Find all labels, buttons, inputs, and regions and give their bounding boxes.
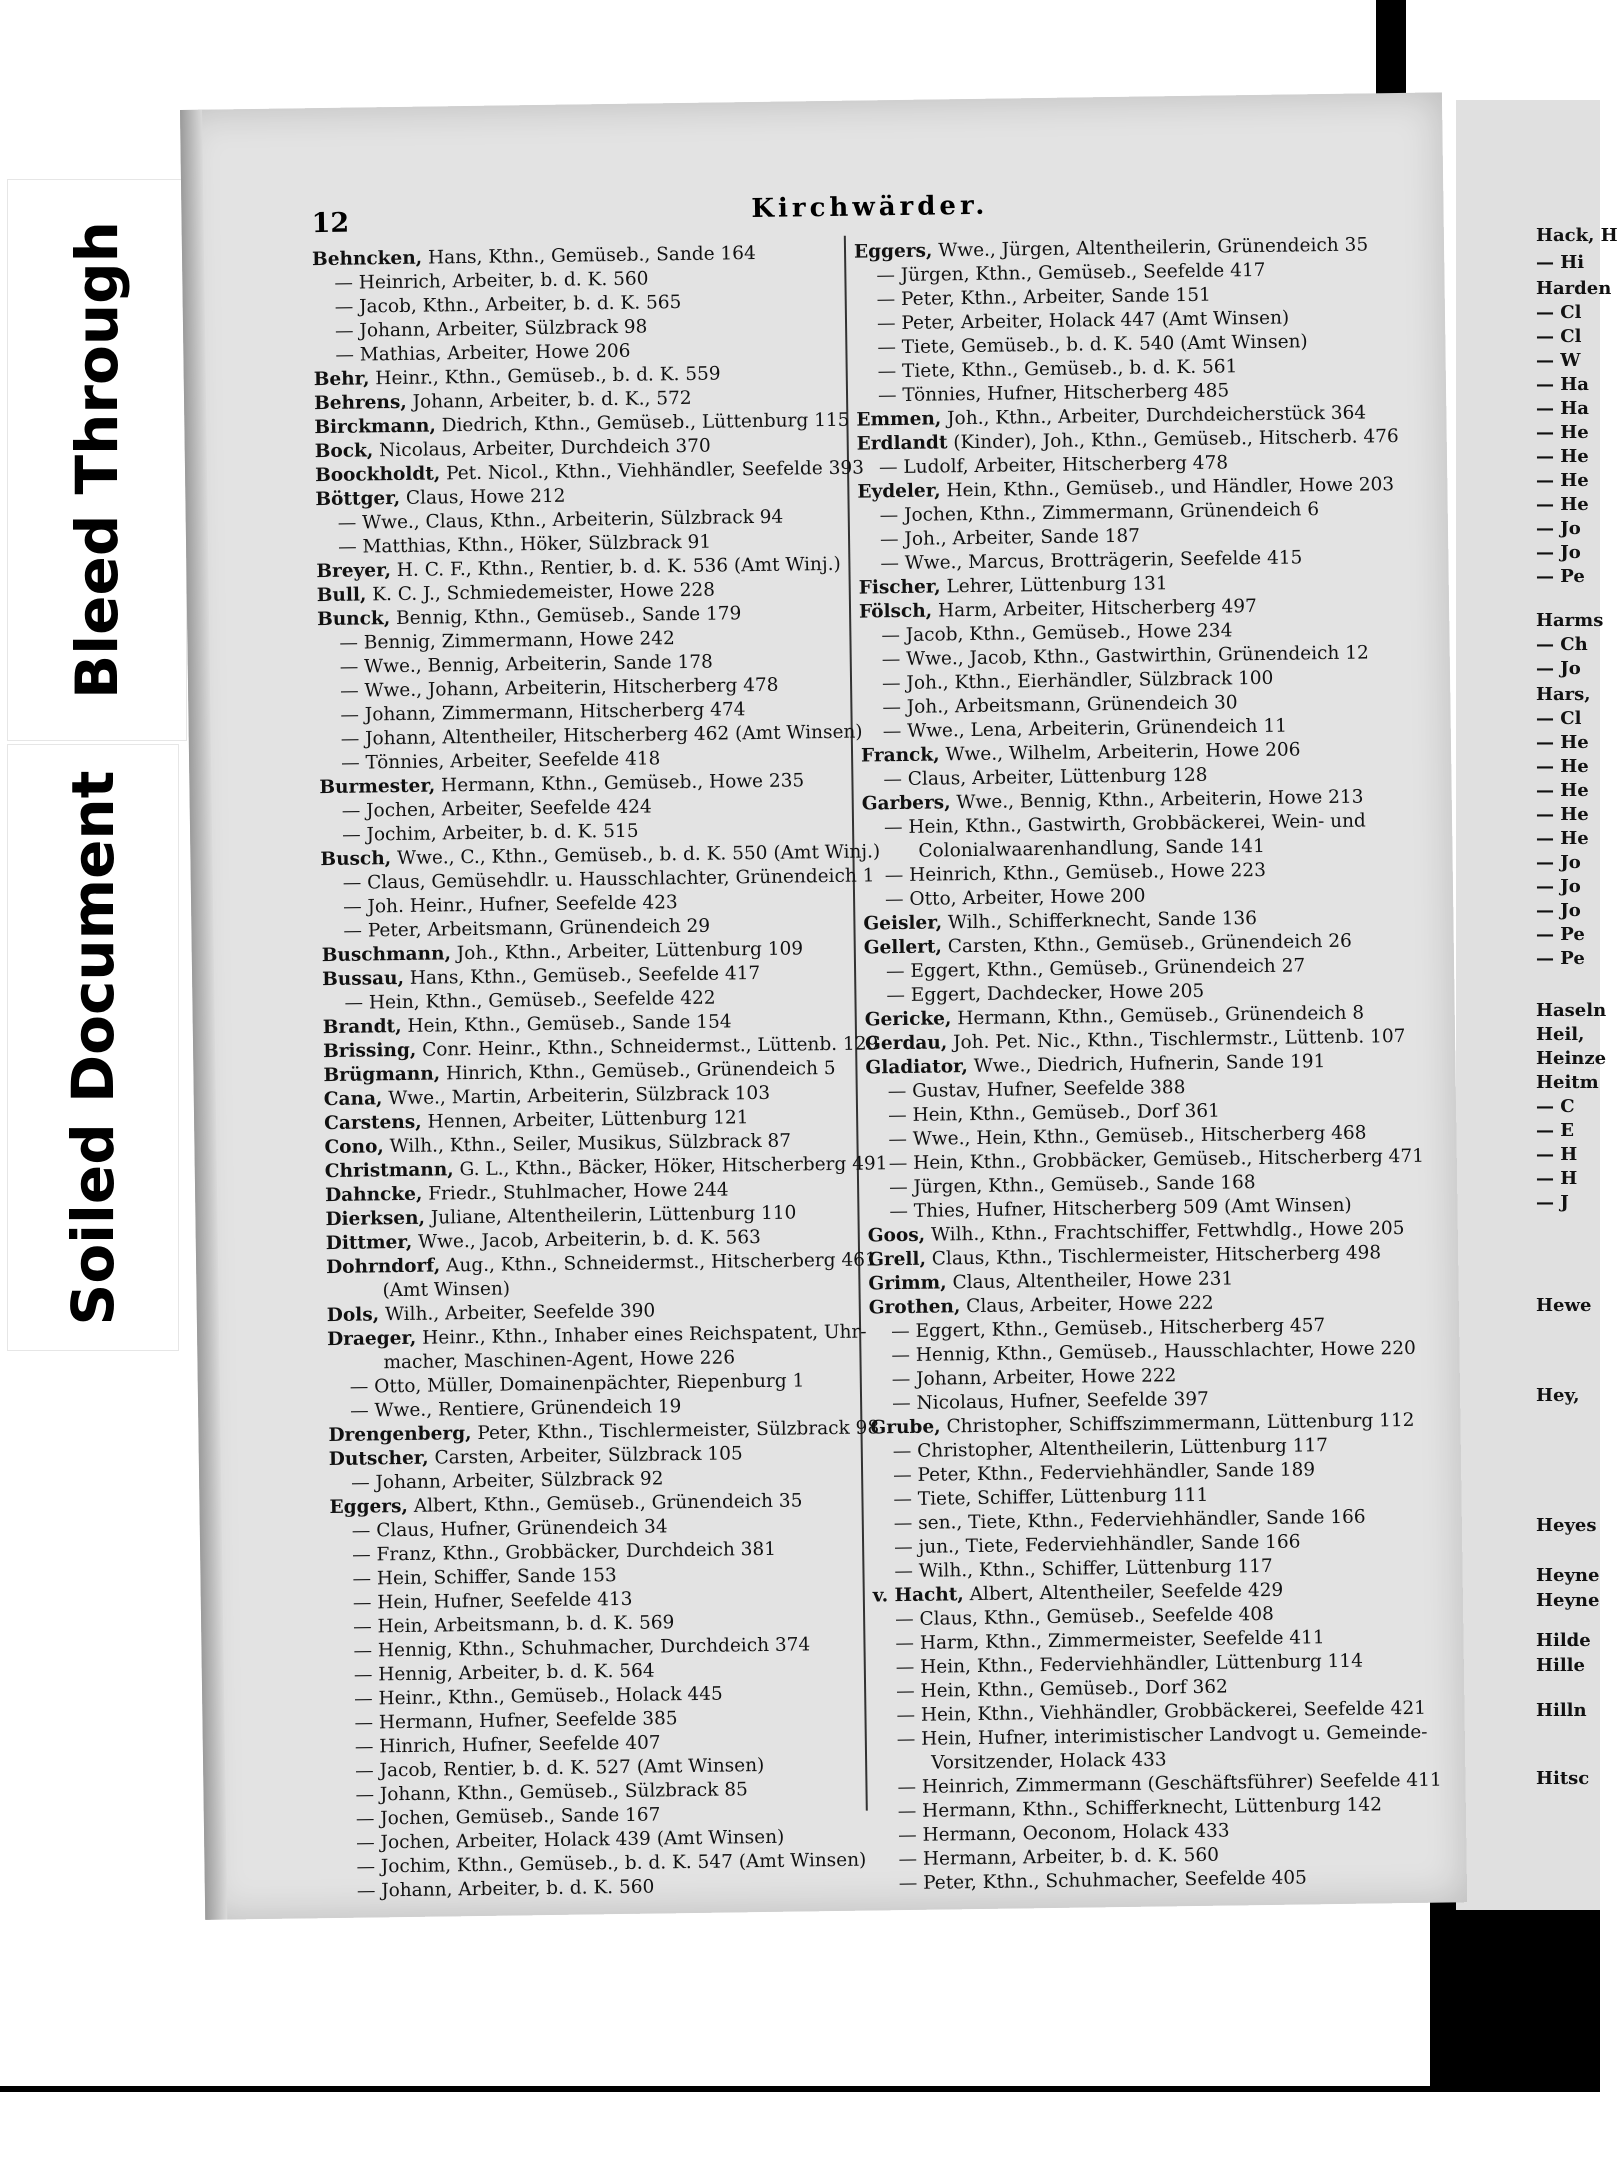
entry-details: — Hein, Hufner, interimistischer Landvogt u. Gemeinde- (896, 1721, 1428, 1751)
entry-details: — Hennig, Arbeiter, b. d. K. 564 (353, 1660, 655, 1686)
entry-details: Wwe., Bennig, Kthn., Arbeiterin, Howe 213 (950, 786, 1364, 814)
entry-details: — Otto, Müller, Domainenpächter, Riepenburg 1 (349, 1370, 805, 1398)
entry-details: macher, Maschinen-Agent, Howe 226 (383, 1347, 736, 1374)
entry-details: Wilh., Kthn., Frachtschiffer, Fettwhdlg., Howe 205 (924, 1218, 1405, 1246)
entry-details: — Bennig, Zimmermann, Howe 242 (339, 628, 675, 654)
entry-surname: Brandt, (322, 1015, 402, 1039)
next-page-fragment: — Ch (1536, 634, 1588, 655)
entry-details: G. L., Kthn., Bäcker, Höker, Hitscherberg 491 (453, 1153, 888, 1181)
entry-details: — Heinrich, Zimmermann (Geschäftsführer) Seefelde 411 (897, 1769, 1442, 1799)
entry-details: — Tiete, Kthn., Gemüseb., b. d. K. 561 (877, 356, 1238, 383)
entry-surname: Draeger, (327, 1327, 417, 1351)
entry-details: — Hein, Kthn., Federviehhändler, Lüttenburg 114 (895, 1650, 1364, 1679)
next-page-fragment: Hewe (1536, 1295, 1592, 1316)
entry-details: — Jochim, Kthn., Gemüseb., b. d. K. 547 (Amt Winsen) (356, 1849, 867, 1878)
next-page-fragment: Hilln (1536, 1700, 1587, 1721)
entry-surname: v. Hacht, (872, 1584, 964, 1607)
next-page-fragment: Hars, (1536, 684, 1591, 705)
page-number: 12 (311, 207, 350, 240)
entry-details: — Joh., Kthn., Eierhändler, Sülzbrack 100 (881, 667, 1274, 695)
entry-details: Conr. Heinr., Kthn., Schneidermst., Lüttenb. 129 (416, 1033, 879, 1061)
entry-details: Wwe., Diedrich, Hufnerin, Sande 191 (967, 1051, 1326, 1078)
entry-details: — Wwe., Lena, Arbeiterin, Grünendeich 11 (882, 715, 1288, 743)
next-page-fragment: Hilde (1536, 1630, 1591, 1651)
entry-details: — Hein, Arbeitsmann, b. d. K. 569 (353, 1612, 675, 1638)
next-page-fragment: — Jo (1536, 542, 1581, 563)
entry-details: — Thies, Hufner, Hitscherberg 509 (Amt Winsen) (889, 1194, 1352, 1223)
next-page-fragment: Heyne (1536, 1565, 1600, 1586)
entry-details: Hinrich, Kthn., Gemüseb., Grünendeich 5 (440, 1057, 836, 1085)
entry-surname: Burmester, (319, 775, 436, 799)
entry-surname: Grothen, (868, 1296, 961, 1319)
entry-details: Lehrer, Lüttenburg 131 (940, 573, 1168, 598)
entry-details: — Mathias, Arbeiter, Howe 206 (335, 340, 631, 366)
entry-details: — Eggert, Kthn., Gemüseb., Grünendeich 27 (885, 955, 1306, 983)
next-page-fragment: — Jo (1536, 518, 1581, 539)
entry-details: Carsten, Arbeiter, Sülzbrack 105 (428, 1443, 743, 1469)
next-page-fragment: — He (1536, 470, 1589, 491)
entry-details: — Claus, Arbeiter, Lüttenburg 128 (883, 764, 1208, 791)
entry-details: Hermann, Kthn., Gemüseb., Grünendeich 8 (951, 1002, 1365, 1030)
entry-surname: Franck, (860, 744, 940, 767)
entry-details: Peter, Kthn., Tischlermeister, Sülzbrack 98 (471, 1417, 880, 1445)
entry-surname: Cana, (323, 1088, 383, 1111)
next-page-fragment: Heitm (1536, 1072, 1599, 1093)
next-page-fragment: — H (1536, 1168, 1578, 1189)
right-column (853, 233, 1442, 1896)
entry-details: — Claus, Gemüsehdlr. u. Hausschlachter, Grünendeich 1 (342, 865, 875, 894)
entry-surname: Brissing, (323, 1039, 417, 1063)
next-page-fragment: — He (1536, 804, 1589, 825)
entry-details: — Johann, Arbeiter, b. d. K. 560 (356, 1876, 655, 1902)
next-page-fragment: — E (1536, 1120, 1574, 1141)
entry-details: Wwe., Jürgen, Altentheilerin, Grünendeich 35 (932, 234, 1369, 262)
next-page-fragment: — Cl (1536, 708, 1582, 729)
directory-page (180, 92, 1467, 1919)
next-page-fragment: — Ha (1536, 374, 1589, 395)
entry-surname: Eydeler, (857, 480, 941, 503)
entry-details: (Kinder), Joh., Kthn., Gemüseb., Hitscherb. 476 (947, 426, 1399, 454)
entry-details: — Peter, Arbeitsmann, Grünendeich 29 (343, 915, 711, 942)
next-page-fragment: — He (1536, 422, 1589, 443)
entry-surname: Cono, (324, 1136, 384, 1159)
entry-surname: Grube, (870, 1416, 941, 1439)
next-page-fragment: — Jo (1536, 852, 1581, 873)
entry-details: — Johann, Arbeiter, Sülzbrack 92 (351, 1468, 664, 1494)
entry-details: — Eggert, Dachdecker, Howe 205 (886, 980, 1205, 1007)
entry-surname: Eggers, (329, 1495, 409, 1519)
entry-details: — Claus, Kthn., Gemüseb., Seefelde 408 (895, 1603, 1275, 1631)
entry-details: — Joh. Heinr., Hufner, Seefelde 423 (343, 892, 678, 918)
entry-details: — Christopher, Altentheilerin, Lüttenburg 117 (892, 1435, 1329, 1463)
entry-details: — Hein, Kthn., Gastwirth, Grobbäckerei, Wein- und (883, 810, 1366, 839)
entry-surname: Böttger, (315, 487, 401, 511)
entry-details: — Wwe., Rentiere, Grünendeich 19 (350, 1396, 682, 1422)
entry-details: Hennen, Arbeiter, Lüttenburg 121 (421, 1107, 749, 1133)
entry-details: Albert, Kthn., Gemüseb., Grünendeich 35 (407, 1490, 803, 1517)
entry-details: Harm, Arbeiter, Hitscherberg 497 (931, 596, 1258, 622)
next-page-fragment: — He (1536, 494, 1589, 515)
entry-details: Pet. Nicol., Kthn., Viehhändler, Seefelde 393 (440, 457, 865, 485)
next-page-fragment: Heil, (1536, 1024, 1585, 1045)
entry-details: Hein, Kthn., Gemüseb., und Händler, Howe 203 (940, 474, 1395, 502)
entry-surname: Buschmann, (321, 943, 452, 967)
entry-details: Joh., Kthn., Arbeiter, Durchdeicherstück 364 (941, 402, 1367, 430)
next-page-fragment: — He (1536, 828, 1589, 849)
entry-details: Christopher, Schiffszimmermann, Lüttenburg 112 (940, 1409, 1415, 1438)
next-page-fragment: — He (1536, 756, 1589, 777)
entry-details: — Hinrich, Hufner, Seefelde 407 (354, 1732, 661, 1758)
entry-details: Wwe., Jacob, Arbeiterin, b. d. K. 563 (412, 1227, 762, 1253)
next-page-fragment: Harms (1536, 610, 1604, 631)
entry-details: — Hermann, Oeconom, Holack 433 (898, 1820, 1230, 1847)
entry-details: Heinr., Kthn., Inhaber eines Reichspatent, Uhr- (416, 1321, 867, 1349)
entry-details: — Wwe., Marcus, Brotträgerin, Seefelde 415 (880, 547, 1303, 575)
entry-details: — Hein, Kthn., Viehhändler, Grobbäckerei, Seefelde 421 (896, 1697, 1427, 1727)
next-page-fragment: — He (1536, 732, 1589, 753)
next-page-fragment: — He (1536, 780, 1589, 801)
entry-details: — Jochim, Arbeiter, b. d. K. 515 (341, 820, 639, 846)
entry-details: — Johann, Kthn., Gemüseb., Sülzbrack 85 (355, 1779, 748, 1806)
entry-surname: Bussau, (322, 967, 405, 991)
entry-details: — Johann, Arbeiter, Sülzbrack 98 (334, 316, 648, 342)
next-page-fragment: Harden (1536, 278, 1612, 299)
soiled-document-label: Soiled Document (59, 770, 127, 1325)
next-page-fragment: — Jo (1536, 658, 1581, 679)
next-page-fragment: Hack, H (1536, 225, 1618, 246)
entry-details: — Tönnies, Hufner, Hitscherberg 485 (877, 380, 1230, 407)
entry-surname: Dahncke, (325, 1183, 423, 1207)
entry-details: — Tiete, Gemüseb., b. d. K. 540 (Amt Winsen) (877, 331, 1308, 359)
entry-surname: Carstens, (324, 1111, 422, 1135)
entry-details: — Tönnies, Arbeiter, Seefelde 418 (340, 748, 661, 774)
entry-surname: Busch, (320, 848, 392, 871)
entry-details: Friedr., Stuhlmacher, Howe 244 (422, 1179, 729, 1205)
entry-details: — Peter, Kthn., Schuhmacher, Seefelde 405 (898, 1867, 1307, 1895)
entry-details: Hans, Kthn., Gemüseb., Seefelde 417 (403, 962, 761, 989)
next-page-fragment: Haseln (1536, 1000, 1607, 1021)
next-page-fragment: — H (1536, 1144, 1578, 1165)
entry-surname: Geisler, (863, 912, 943, 935)
entry-details: Claus, Arbeiter, Howe 222 (960, 1292, 1214, 1318)
entry-surname: Bull, (316, 584, 367, 607)
entry-details: — Wilh., Kthn., Schiffer, Lüttenburg 117 (894, 1555, 1273, 1583)
entry-details: — Jacob, Rentier, b. d. K. 527 (Amt Winsen) (355, 1755, 765, 1782)
entry-surname: Grimm, (868, 1272, 947, 1295)
entry-surname: Gerdau, (864, 1032, 948, 1055)
entry-surname: Dierksen, (325, 1207, 426, 1231)
next-page-fragment: — Cl (1536, 302, 1582, 323)
entry-details: K. C. J., Schmiedemeister, Howe 228 (366, 579, 716, 606)
entry-surname: Drengenberg, (328, 1423, 472, 1447)
left-column (311, 241, 888, 1904)
entry-details: Wilh., Schifferknecht, Sande 136 (941, 908, 1258, 934)
entry-details: — Hein, Kthn., Gemüseb., Dorf 362 (896, 1676, 1229, 1703)
entry-details: — Joh., Arbeiter, Sande 187 (879, 525, 1141, 551)
next-page-fragment: — Jo (1536, 900, 1581, 921)
entry-details: Claus, Kthn., Tischlermeister, Hitscherberg 498 (925, 1242, 1382, 1270)
entry-details: Joh. Pet. Nic., Kthn., Tischlermstr., Lüttenb. 107 (947, 1025, 1406, 1054)
next-page-fragment: Heyes (1536, 1515, 1597, 1536)
next-page-fragment: — He (1536, 446, 1589, 467)
page-binding-edge (180, 110, 227, 1920)
entry-details: — Jacob, Kthn., Arbeiter, b. d. K. 565 (334, 292, 682, 318)
entry-details: Hein, Kthn., Gemüseb., Sande 154 (401, 1011, 732, 1037)
entry-surname: Christmann, (324, 1159, 454, 1183)
entry-details: — Wwe., Jacob, Kthn., Gastwirthin, Grünendeich 12 (881, 642, 1369, 671)
bleed-through-tab (8, 180, 186, 740)
entry-surname: Gericke, (864, 1008, 952, 1031)
entry-details: — Hennig, Kthn., Gemüseb., Hausschlachter, Howe 220 (891, 1337, 1416, 1367)
entry-surname: Fischer, (858, 576, 941, 599)
entry-details: Wilh., Arbeiter, Seefelde 390 (378, 1300, 656, 1326)
entry-surname: Eggers, (853, 240, 933, 263)
entry-surname: Erdlandt (856, 432, 948, 455)
scan-border-top-right (1376, 0, 1406, 100)
entry-details: H. C. F., Kthn., Rentier, b. d. K. 536 (Amt Winj.) (390, 553, 841, 582)
entry-details: — Hennig, Kthn., Schuhmacher, Durchdeich 374 (353, 1634, 811, 1662)
entry-surname: Garbers, (861, 792, 951, 815)
entry-details: — Matthias, Kthn., Höker, Sülzbrack 91 (337, 531, 712, 558)
entry-details: Carsten, Kthn., Gemüseb., Grünendeich 26 (941, 930, 1353, 958)
entry-details: Wwe., C., Kthn., Gemüseb., b. d. K. 550 (Amt Winj.) (390, 841, 881, 870)
entry-details: Vorsitzender, Holack 433 (931, 1749, 1167, 1774)
next-page-fragment: Heyne (1536, 1590, 1600, 1611)
next-page-fragment: Hille (1536, 1655, 1585, 1676)
entry-surname: Brügmann, (323, 1063, 441, 1087)
entry-details: — Jochen, Gemüseb., Sande 167 (355, 1804, 661, 1830)
next-page-fragment: Hitsc (1536, 1768, 1590, 1789)
entry-details: — Claus, Hufner, Grünendeich 34 (351, 1516, 668, 1542)
entry-details: Hermann, Kthn., Gemüseb., Howe 235 (435, 770, 805, 797)
entry-details: — Hein, Schiffer, Sande 153 (352, 1565, 617, 1590)
entry-details: — Jochen, Arbeiter, Holack 439 (Amt Winsen) (356, 1826, 785, 1854)
entry-surname: Dittmer, (325, 1231, 413, 1255)
entry-details: Wwe., Martin, Arbeiterin, Sülzbrack 103 (382, 1082, 771, 1110)
next-page-fragment: — Jo (1536, 876, 1581, 897)
next-page-fragment: — Pe (1536, 566, 1585, 587)
entry-details: — Wwe., Hein, Kthn., Gemüseb., Hitscherberg 468 (888, 1122, 1367, 1151)
entry-details: — Peter, Kthn., Arbeiter, Sande 151 (876, 284, 1211, 311)
entry-details: — Johann, Altentheiler, Hitscherberg 462 (Amt Winsen) (340, 721, 863, 750)
entry-details: — Heinr., Kthn., Gemüseb., Holack 445 (354, 1683, 723, 1710)
bleed-through-label: Bleed Through (63, 221, 131, 699)
entry-details: Aug., Kthn., Schneidermst., Hitscherberg 461 (440, 1249, 877, 1277)
entry-details: — Wwe., Bennig, Arbeiterin, Sande 178 (339, 651, 713, 678)
entry-surname: Behncken, (311, 247, 423, 271)
entry-details: Claus, Altentheiler, Howe 231 (946, 1268, 1234, 1294)
entry-details: — Harm, Kthn., Zimmermeister, Seefelde 411 (895, 1627, 1325, 1655)
entry-details: — Jürgen, Kthn., Gemüseb., Seefelde 417 (876, 259, 1266, 287)
entry-details: Wilh., Kthn., Seiler, Musikus, Sülzbrack 87 (383, 1130, 792, 1158)
entry-details: — Peter, Kthn., Federviehhändler, Sande 189 (892, 1459, 1316, 1487)
entry-details: — Nicolaus, Hufner, Seefelde 397 (891, 1388, 1209, 1415)
entry-details: — Jacob, Kthn., Gemüseb., Howe 234 (881, 620, 1233, 647)
entry-surname: Dohrndorf, (326, 1255, 441, 1279)
entry-details: — Hermann, Arbeiter, b. d. K. 560 (898, 1844, 1220, 1871)
entry-surname: Breyer, (316, 560, 392, 583)
entry-details: — Eggert, Kthn., Gemüseb., Hitscherberg 457 (890, 1315, 1326, 1343)
entry-details: — sen., Tiete, Kthn., Federviehhändler, Sande 166 (893, 1506, 1366, 1535)
entry-details: (Amt Winsen) (382, 1278, 511, 1302)
entry-details: — Tiete, Schiffer, Lüttenburg 111 (893, 1484, 1209, 1511)
entry-details: — Jochen, Arbeiter, Seefelde 424 (341, 796, 652, 822)
next-page-fragment: — J (1536, 1192, 1569, 1213)
entry-details: — Hermann, Kthn., Schifferknecht, Lüttenburg 142 (897, 1794, 1383, 1823)
entry-details: Colonialwaarenhandlung, Sande 141 (918, 835, 1265, 862)
entry-details: — Hermann, Hufner, Seefelde 385 (354, 1708, 678, 1734)
entry-details: — Hein, Kthn., Grobbäcker, Gemüseb., Hitscherberg 471 (888, 1145, 1425, 1175)
entry-surname: Behr, (313, 368, 370, 391)
entry-details: — Peter, Arbeiter, Holack 447 (Amt Winsen) (876, 307, 1290, 335)
entry-details: — Ludolf, Arbeiter, Hitscherberg 478 (878, 452, 1229, 479)
entry-surname: Dutscher, (328, 1447, 429, 1471)
entry-details: — Hein, Hufner, Seefelde 413 (352, 1588, 633, 1614)
entry-details: Johann, Arbeiter, b. d. K., 572 (406, 387, 692, 413)
entry-surname: Gellert, (863, 936, 943, 959)
soiled-document-tab (8, 745, 178, 1350)
entry-details: Bennig, Kthn., Gemüseb., Sande 179 (390, 603, 742, 630)
entry-surname: Birckmann, (314, 415, 436, 439)
entry-details: — Wwe., Johann, Arbeiterin, Hitscherberg 478 (339, 674, 779, 702)
entry-details: Juliane, Altentheilerin, Lüttenburg 110 (424, 1202, 797, 1229)
scan-border-bottom (0, 2086, 1600, 2092)
next-page-fragment: — Pe (1536, 948, 1585, 969)
entry-details: — Hein, Kthn., Gemüseb., Dorf 361 (887, 1100, 1220, 1127)
entry-surname: Goos, (867, 1224, 926, 1247)
entry-surname: Boockholdt, (314, 463, 441, 487)
page-header: Kirchwärder. (751, 190, 989, 225)
entry-surname: Dols, (326, 1304, 380, 1327)
entry-details: — Otto, Arbeiter, Howe 200 (884, 885, 1146, 911)
entry-details: — Johann, Arbeiter, Howe 222 (891, 1365, 1177, 1391)
entry-details: Nicolaus, Arbeiter, Durchdeich 370 (373, 435, 711, 462)
next-page-fragment: Heinze (1536, 1048, 1607, 1069)
entry-surname: Bock, (314, 440, 374, 463)
entry-details: — Johann, Zimmermann, Hitscherberg 474 (340, 699, 746, 726)
entry-details: Wwe., Wilhelm, Arbeiterin, Howe 206 (939, 739, 1301, 766)
entry-surname: Emmen, (856, 408, 942, 431)
entry-details: — Joh., Arbeitsmann, Grünendeich 30 (882, 692, 1238, 719)
next-page-fragment: — Ha (1536, 398, 1589, 419)
next-page-fragment: — Pe (1536, 924, 1585, 945)
entry-details: — Gustav, Hufner, Seefelde 388 (887, 1077, 1186, 1103)
entry-details: — Heinrich, Kthn., Gemüseb., Howe 223 (884, 859, 1267, 887)
entry-details: Albert, Altentheiler, Seefelde 429 (963, 1579, 1284, 1606)
entry-details: — Wwe., Claus, Kthn., Arbeiterin, Sülzbrack 94 (337, 506, 784, 534)
next-page-fragment: — Cl (1536, 326, 1582, 347)
next-page-fragment: Hey, (1536, 1385, 1580, 1406)
entry-details: Heinr., Kthn., Gemüseb., b. d. K. 559 (369, 363, 721, 390)
next-page-fragment: — Hi (1536, 252, 1585, 273)
entry-details: — Jochen, Kthn., Zimmermann, Grünendeich 6 (879, 499, 1320, 527)
entry-details: Diedrich, Kthn., Gemüseb., Lüttenburg 115 (435, 409, 850, 437)
entry-surname: Bunck, (316, 608, 391, 631)
entry-details: Claus, Howe 212 (399, 485, 566, 509)
entry-details: — Heinrich, Arbeiter, b. d. K. 560 (334, 268, 649, 294)
entry-surname: Behrens, (313, 391, 407, 415)
entry-details: — Franz, Kthn., Grobbäcker, Durchdeich 381 (352, 1538, 777, 1566)
entry-details: — jun., Tiete, Federviehhändler, Sande 166 (893, 1531, 1301, 1559)
entry-details: — Hein, Kthn., Gemüseb., Seefelde 422 (344, 987, 716, 1014)
entry-surname: Gladiator, (865, 1056, 969, 1079)
next-page-fragment: — W (1536, 350, 1581, 371)
next-page-fragment: — C (1536, 1096, 1575, 1117)
entry-surname: Grell, (867, 1248, 927, 1271)
entry-details: Joh., Kthn., Arbeiter, Lüttenburg 109 (450, 938, 804, 965)
entry-details: — Jürgen, Kthn., Gemüseb., Sande 168 (888, 1172, 1256, 1199)
entry-surname: Fölsch, (858, 600, 933, 623)
entry-details: Hans, Kthn., Gemüseb., Sande 164 (422, 242, 756, 269)
